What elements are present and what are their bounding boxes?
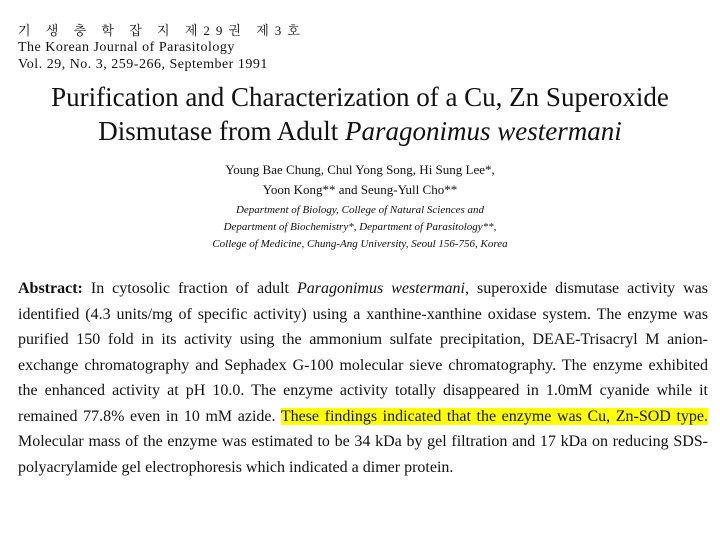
abstract-text-2: , superoxide dismutase activity was identified (4.3 units/mg of specific activity) using a xanthine-xanthine oxidase system. The enzyme was purified 150 fold in its activity using the ammonium sulfate precipitation, DEAE-Trisacryl M anion-exchange chromatography and Sephadex G-100 molecular sieve chromatography. The enzyme exhibited the enhanced activity at pH 10.0. The enzyme activity totally disappeared in 1.0mM cyanide while it remained 77.8% even in 10 mM azide. [18,280,709,425]
author-list [0,160,720,200]
title-line-2-prefix: Dismutase from Adult [98,116,345,146]
affiliations [0,202,720,253]
abstract-highlight: These findings indicated that the enzyme was Cu, Zn-SOD type. [280,407,708,425]
journal-korean-line: 기 생 충 학 잡 지 제29권 제3호 [18,23,306,38]
abstract-text-1: In cytosolic fraction of adult [82,280,297,297]
abstract [18,276,708,480]
journal-volume: Vol. 29, No. 3, 259-266, September 1991 [18,57,268,72]
paper-title [0,80,720,148]
title-line-2 [0,114,720,148]
title-species: Paragonimus westermani [344,116,622,146]
journal-name: The Korean Journal of Parasitology [18,40,235,55]
affiliation-line-1: Department of Biology, College of Natural Sciences and [235,204,485,216]
affiliation-line-3: College of Medicine, Chung-Ang University, Seoul 156-756, Korea [212,238,508,250]
abstract-label: Abstract: [18,280,83,297]
journal-header [18,22,306,73]
authors-line-2: Yoon Kong** and Seung-Yull Cho** [262,182,458,197]
title-line-1: Purification and Characterization of a Cu, Zn Superoxide [51,82,669,112]
affiliation-line-2: Department of Biochemistry*, Department of Parasitology**, [223,221,497,233]
authors-line-1: Young Bae Chung, Chul Yong Song, Hi Sung Lee*, [225,162,495,177]
abstract-species: Paragonimus westermani [296,280,465,297]
abstract-text-3: Molecular mass of the enzyme was estimated to be 34 kDa by gel filtration and 17 kDa on reducing SDS-polyacrylamide gel electrophoresis which indicated a dimer protein. [18,433,708,476]
